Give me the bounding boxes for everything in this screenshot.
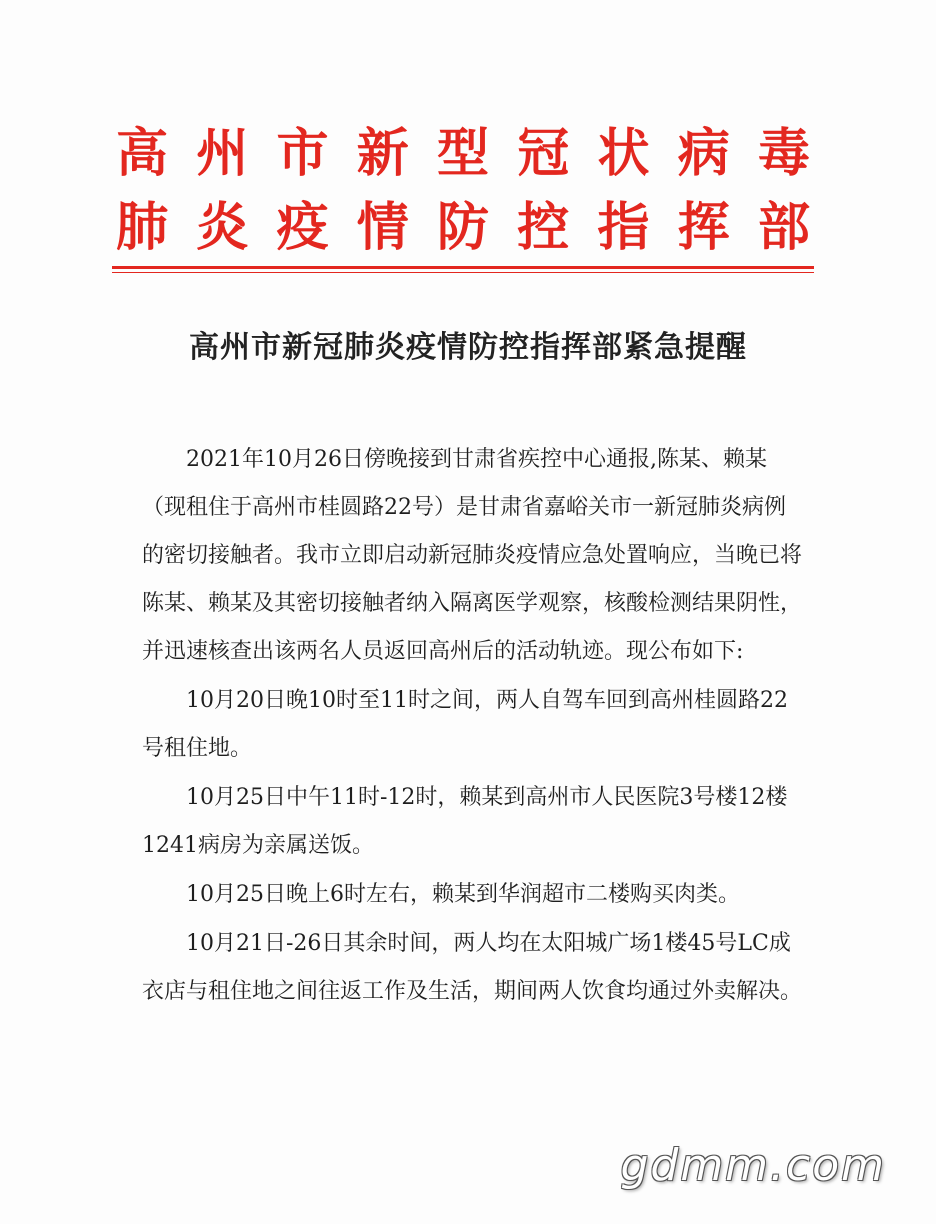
header-char: 冠 bbox=[517, 123, 570, 184]
header-char: 情 bbox=[356, 197, 409, 258]
header-char: 炎 bbox=[196, 197, 249, 258]
paragraph: 10月25日晚上6时左右，赖某到华润超市二楼购买肉类。 bbox=[186, 882, 740, 907]
paragraph: 10月21日-26日其余时间，两人均在太阳城广场1楼45号LC成衣店与租住地之间往返工作及生活，期间两人饮食均通过外卖解决。 bbox=[142, 931, 803, 1004]
header-char: 州 bbox=[196, 123, 249, 184]
red-header-line-1 bbox=[112, 124, 814, 184]
header-char: 防 bbox=[436, 197, 489, 258]
header-char: 市 bbox=[276, 123, 329, 184]
document-body bbox=[142, 436, 802, 1016]
paragraph: 10月20日晚10时至11时之间，两人自驾车回到高州桂圆路22号租住地。 bbox=[142, 688, 788, 761]
header-divider-thick bbox=[112, 266, 814, 269]
header-char: 疫 bbox=[276, 197, 329, 258]
header-char: 高 bbox=[115, 123, 168, 184]
header-char: 病 bbox=[677, 123, 730, 184]
paragraph: 2021年10月26日傍晚接到甘肃省疾控中心通报,陈某、赖某（现租住于高州市桂圆路22号）是甘肃省嘉峪关市一新冠肺炎病例的密切接触者。我市立即启动新冠肺炎疫情应急处置响应，当晚已将陈某、赖某及其密切接触者纳入隔离医学观察，核酸检测结果阴性，并迅速核查出该两名人员返回高州后的活动轨迹。现公布如下: bbox=[142, 447, 803, 664]
red-header-line-2 bbox=[112, 198, 814, 258]
header-char: 挥 bbox=[677, 197, 730, 258]
header-char: 新 bbox=[356, 123, 409, 184]
header-divider-thin bbox=[112, 272, 814, 273]
header-char: 状 bbox=[597, 123, 650, 184]
header-char: 肺 bbox=[115, 197, 168, 258]
header-char: 部 bbox=[757, 197, 810, 258]
header-char: 型 bbox=[436, 123, 489, 184]
paragraph: 10月25日中午11时-12时，赖某到高州市人民医院3号楼12楼1241病房为亲属送饭。 bbox=[142, 785, 788, 858]
header-char: 控 bbox=[517, 197, 570, 258]
header-char: 指 bbox=[597, 197, 650, 258]
document-title: 高州市新冠肺炎疫情防控指挥部紧急提醒 bbox=[189, 330, 747, 365]
site-watermark: gdmm.com bbox=[620, 1140, 886, 1191]
header-char: 毒 bbox=[757, 123, 810, 184]
